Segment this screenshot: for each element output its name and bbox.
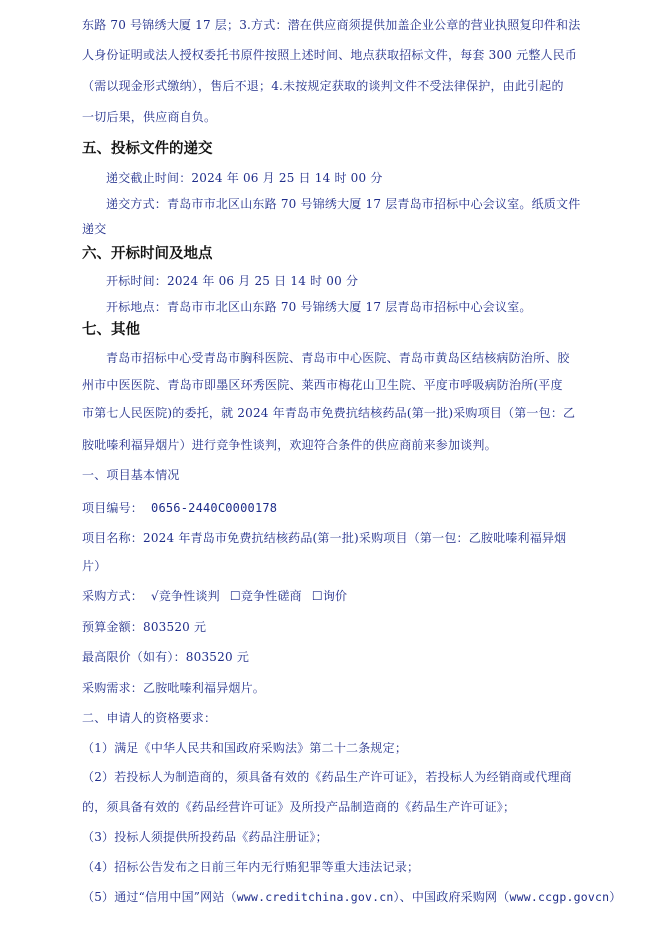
qualification-item: （1）满足《中华人民共和国政府采购法》第二十二条规定； [82,741,408,755]
paragraph-line: 人身份证明或法人授权委托书原件按照上述时间、地点获取招标文件，每套 300 元整人民币 [82,48,578,62]
project-name-cont: 片） [82,559,107,573]
opening-place: 开标地点：青岛市市北区山东路 70 号锦绣大厦 17 层青岛市招标中心会议室。 [106,300,532,314]
section-heading-submission: 五、投标文件的递交 [82,141,213,157]
paragraph-line: 青岛市招标中心受青岛市胸科医院、青岛市中心医院、青岛市黄岛区结核病防治所、胶 [106,351,570,365]
max-price: 最高限价（如有）：803520 元 [82,650,250,664]
submission-method: 递交方式：青岛市市北区山东路 70 号锦绣大厦 17 层青岛市招标中心会议室。纸质文件 [106,197,581,211]
qualifications-heading: 二、申请人的资格要求： [82,711,217,725]
ccgp-url: www.ccgp.govcn [509,890,610,904]
qualification-item: （4）招标公告发布之日前三年内无行贿犯罪等重大违法记录； [82,860,420,874]
paragraph-line: 市第七人民医院)的委托，就 2024 年青岛市免费抗结核药品(第一批)采购项目（第一包：乙 [82,406,576,420]
paragraph-line: 东路 70 号锦绣大厦 17 层；3.方式：潜在供应商须提供加盖企业公章的营业执照复印件和法 [82,18,581,32]
paragraph-line: 一切后果，供应商自负。 [82,110,217,124]
project-number-value: 0656-2440C0000178 [151,501,278,515]
project-number-label: 项目编号： [82,501,144,515]
procurement-method [82,588,656,604]
budget-amount: 预算金额：803520 元 [82,620,207,634]
paragraph-line: 胺吡嗪利福异烟片）进行竞争性谈判，欢迎符合条件的供应商前来参加谈判。 [82,438,497,452]
project-number [82,500,656,516]
paragraph-line: （需以现金形式缴纳），售后不退；4.未按规定获取的谈判文件不受法律保护，由此引起的 [82,79,564,93]
procurement-method-label: 采购方式： [82,589,144,603]
opening-time: 开标时间：2024 年 06 月 25 日 14 时 00 分 [106,274,359,288]
option-competitive-negotiation: √竞争性谈判 [151,589,220,603]
option-competitive-consultation: ☐竞争性磋商 [229,589,302,603]
credit-line-mid: ）、中国政府采购网（ [393,890,510,904]
qualification-item: （2）若投标人为制造商的，须具备有效的《药品生产许可证》，若投标人为经销商或代理商 [82,770,572,784]
creditchina-url: www.creditchina.gov.cn [236,890,394,904]
qualification-item-credit [82,889,656,905]
basic-info-heading: 一、项目基本情况 [82,468,180,482]
section-heading-opening: 六、开标时间及地点 [82,246,213,262]
credit-line-suffix: ） [609,890,622,904]
credit-line-prefix: （5）通过“信用中国”网站（ [82,890,237,904]
option-inquiry: ☐询价 [311,589,348,603]
paragraph-line: 州市中医医院、青岛市即墨区环秀医院、莱西市梅花山卫生院、平度市呼吸病防治所(平度 [82,378,563,392]
section-heading-other: 七、其他 [82,322,140,338]
procurement-demand: 采购需求：乙胺吡嗪利福异烟片。 [82,681,266,695]
project-name: 项目名称：2024 年青岛市免费抗结核药品(第一批)采购项目（第一包：乙胺吡嗪利福异烟 [82,531,567,545]
qualification-item: （3）投标人须提供所投药品《药品注册证》； [82,830,328,844]
submission-method-cont: 递交 [82,222,107,236]
qualification-item-cont: 的，须具备有效的《药品经营许可证》及所投产品制造商的《药品生产许可证》； [82,800,516,814]
submission-deadline: 递交截止时间：2024 年 06 月 25 日 14 时 00 分 [106,171,383,185]
